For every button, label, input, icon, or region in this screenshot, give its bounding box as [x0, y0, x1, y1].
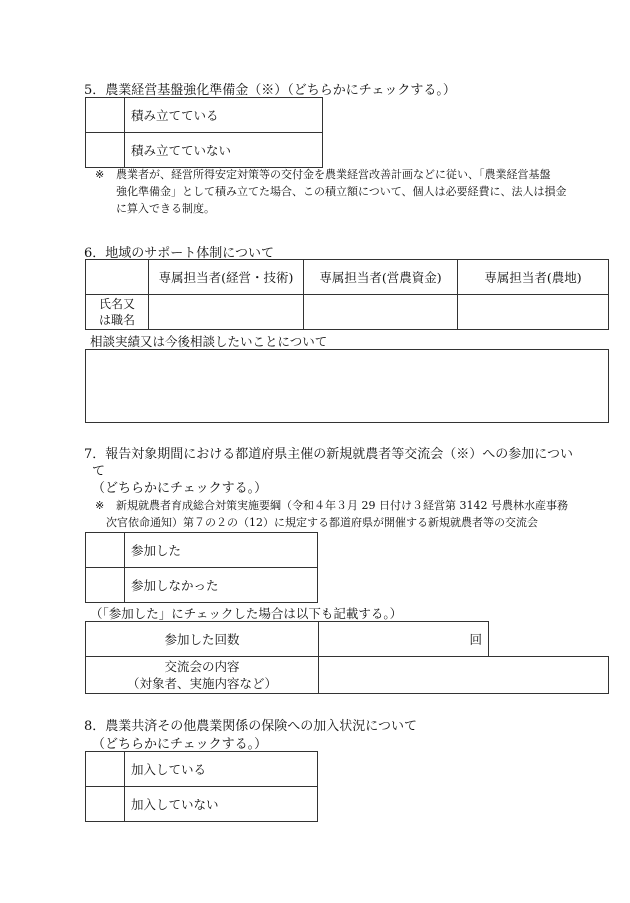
support-table	[85, 259, 609, 330]
section6-heading: 6．地域のサポート体制について	[84, 246, 275, 261]
content-table	[85, 656, 609, 694]
count-input[interactable]	[319, 622, 489, 657]
section7-option-2: 参加しなかった	[125, 568, 318, 603]
section7-checkbox-2[interactable]	[86, 568, 125, 603]
section7-checkbox-1[interactable]	[86, 533, 125, 568]
row-label-name	[86, 295, 149, 330]
section5-note-line-2: 強化準備金」として積み立てた場合、この積立額について、個人は必要経費に、法人は損金	[116, 185, 567, 198]
row-label-name-line-2: は職名	[98, 313, 135, 327]
section8-checkbox-2[interactable]	[86, 787, 125, 822]
col-header-farmland: 専属担当者(農地)	[458, 260, 609, 295]
section7-note	[106, 497, 568, 531]
section8-option-1: 加入している	[125, 752, 318, 787]
content-input[interactable]	[319, 657, 609, 694]
section8-checkbox-1[interactable]	[86, 752, 125, 787]
section7-instruction: （「参加した」にチェックした場合は以下も記載する。）	[90, 606, 403, 621]
section5-checkbox-2[interactable]	[86, 133, 125, 168]
section5-checkbox-1[interactable]	[86, 98, 125, 133]
section7-option-1: 参加した	[125, 533, 318, 568]
content-label	[86, 657, 319, 694]
count-label: 参加した回数	[86, 622, 319, 657]
input-management-name[interactable]	[149, 295, 304, 330]
consult-textarea[interactable]	[85, 349, 609, 423]
section5-option-1: 積み立てている	[125, 98, 323, 133]
col-header-management: 専属担当者(経営・技術)	[149, 260, 304, 295]
consult-label: 相談実績又は今後相談したいことについて	[90, 334, 328, 349]
row-label-name-line-1: 氏名又	[98, 297, 135, 311]
section7-note-mark: ※	[95, 499, 105, 512]
col-header-finance: 専属担当者(営農資金)	[304, 260, 458, 295]
content-label-line-1: 交流会の内容	[164, 659, 240, 674]
section5-options-table	[85, 97, 323, 168]
input-finance-name[interactable]	[304, 295, 458, 330]
section8-options-table	[85, 751, 318, 822]
section5-note-mark: ※	[95, 168, 105, 181]
count-unit: 回	[469, 632, 482, 647]
support-table-corner	[86, 260, 149, 295]
section8-heading-line-2: （どちらかにチェックする。）	[92, 737, 268, 752]
section5-note-line-3: に算入できる制度。	[116, 202, 215, 215]
section8-option-2: 加入していない	[125, 787, 318, 822]
section7-note-line-2: 次官依命通知）第７の２の（12）に規定する都道府県が開催する新規就農者等の交流会	[106, 516, 538, 529]
section7-heading-line-1: 7．報告対象期間における都道府県主催の新規就農者等交流会（※）への参加につい	[84, 447, 574, 462]
section7-heading-line-3: （どちらかにチェックする。）	[92, 481, 268, 496]
section7-note-line-1: 新規就農者育成総合対策実施要綱（令和４年３月 29 日付け３経営第 3142 号農林水産事務	[116, 499, 568, 512]
input-farmland-name[interactable]	[458, 295, 609, 330]
section5-note-line-1: 農業者が、経営所得安定対策等の交付金を農業経営改善計画などに従い、「農業経営基盤	[116, 168, 551, 181]
content-label-line-2: （対象者、実施内容など）	[126, 676, 277, 691]
section7-options-table	[85, 532, 318, 603]
section5-option-2: 積み立てていない	[125, 133, 323, 168]
section7-heading-line-2: て	[92, 464, 106, 479]
section5-note	[116, 166, 606, 217]
section8-heading-line-1: 8．農業共済その他農業関係の保険への加入状況について	[84, 719, 418, 734]
count-table	[85, 621, 489, 657]
section5-heading: 5．農業経営基盤強化準備金（※）（どちらかにチェックする。）	[84, 83, 456, 98]
